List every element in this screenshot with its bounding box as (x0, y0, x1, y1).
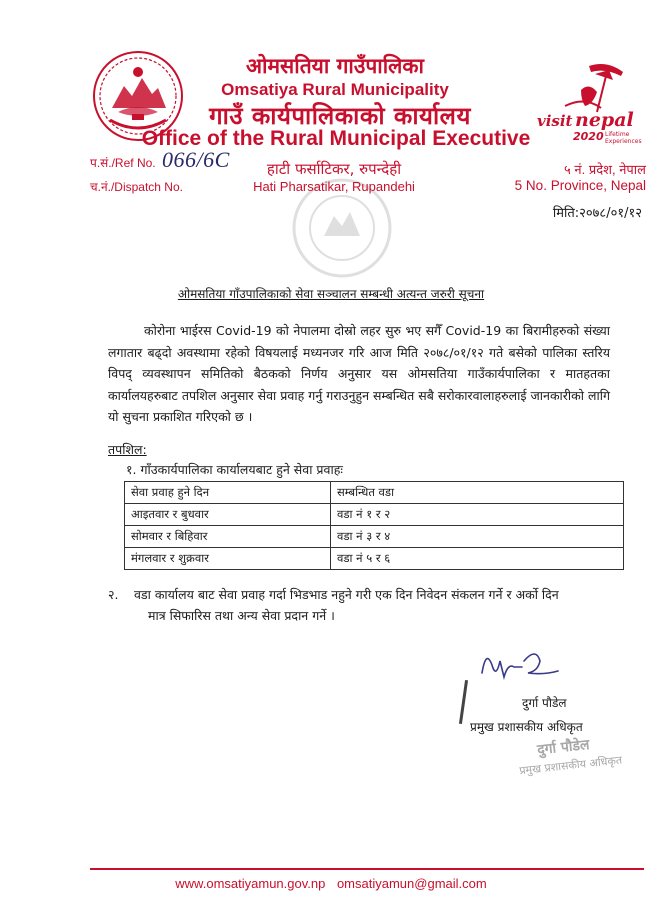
notice-subject-text: ओमसतिया गाँउपालिकाको सेवा सञ्चालन सम्बन्धी अत्यन्त जरुरी सूचना (177, 287, 485, 301)
table-row (125, 548, 624, 570)
table-row (125, 504, 624, 526)
svg-text:visit: visit (537, 112, 573, 130)
table-cell-day: मंगलवार र शुक्रवार (125, 548, 331, 570)
list-item-2-number: २. (108, 587, 119, 602)
svg-text:nepal: nepal (575, 109, 634, 131)
province-nepali: ५ नं. प्रदेश, नेपाल (564, 162, 646, 177)
list-item-1-text: गाँउकार्यपालिका कार्यालयबाट हुने सेवा प्रवाहः (140, 462, 343, 477)
details-heading: तपशिल: (108, 442, 147, 457)
table-cell-ward: वडा नं ३ र ४ (331, 526, 624, 548)
signatory-title: प्रमुख प्रशासकीय अधिकृत (470, 720, 583, 734)
notice-subject (0, 285, 662, 302)
column-header-service-day: सेवा प्रवाह हुने दिन (125, 482, 331, 504)
list-item-2-line-1 (108, 584, 618, 605)
footer-email-link[interactable]: omsatiyamun@gmail.com (336, 876, 487, 891)
table-cell-day: आइतवार र बुधवार (125, 504, 331, 526)
province-english: 5 No. Province, Nepal (514, 178, 646, 193)
notice-body-paragraph: कोरोना भाईरस Covid-19 को नेपालमा दोस्रो लहर सुरु भए सगैँ Covid-19 का बिरामीहरुको संख्या लगातार बढ्दो अवस्थामा रहेको विषयलाई मध्यनजर गरि आज मिति २०७८/०१/१२ गते बसेको पालिका स्तरिय विपद् व्यवस्थापन समितिको बैठकको निर्णय अनुसार यस ओमसतिया गाउँकार्यपालिका र मातहतका कार्यालयहरुबाट तपशिल अनुसार सेवा प्रवाह गर्नु गराउनुहुन सम्बन्धित सबै सरोकारवालाहरुलाई जानकारीको लागि यो सुचना प्रकाशित गरिएको छ । (108, 323, 610, 424)
address-english: Hati Pharsatikar, Rupandehi (253, 179, 415, 194)
table-row (125, 526, 624, 548)
municipality-name-nepali: ओमसतिया गाउँपालिका (246, 54, 424, 78)
footer-website-link[interactable]: www.omsatiyamun.gov.np (175, 876, 326, 891)
footer-contact (0, 876, 662, 891)
service-schedule-table (124, 481, 624, 570)
handwritten-signature-icon (478, 643, 568, 689)
dispatch-number-label: च.नं./Dispatch No. (90, 180, 183, 194)
list-item-1-number: १. (126, 462, 137, 477)
table-cell-day: सोमवार र बिहिवार (125, 526, 331, 548)
table-cell-ward: वडा नं १ र २ (331, 504, 624, 526)
list-item-1 (126, 461, 343, 478)
signature-stroke (459, 680, 468, 724)
stamp-name: दुर्गा पौडेल (536, 736, 591, 759)
official-name-stamp (489, 731, 632, 781)
table-header-row (125, 482, 624, 504)
office-name-nepali: गाउँ कार्यपालिकाको कार्यालय (209, 102, 471, 130)
office-name-english: Office of the Rural Municipal Executive (141, 127, 531, 150)
table-cell-ward: वडा नं ५ र ६ (331, 548, 624, 570)
signatory-name: दुर्गा पौडेल (522, 696, 567, 710)
svg-text:Experiences: Experiences (605, 138, 642, 145)
column-header-ward: सम्बन्धित वडा (331, 482, 624, 504)
footer-divider (90, 868, 644, 870)
list-item-2-text: वडा कार्यालय बाट सेवा प्रवाह गर्दा भिडभाड नहुने गरी एक दिन निवेदन संकलन गर्ने र अर्को दिन (133, 587, 559, 602)
svg-text:Lifetime: Lifetime (605, 131, 630, 138)
stamp-title: प्रमुख प्रशासकीय अधिकृत (518, 753, 623, 778)
list-item-2 (108, 584, 618, 626)
municipality-name-english: Omsatiya Rural Municipality (221, 80, 449, 99)
ref-number-handwritten: 066/6C (162, 147, 230, 172)
list-item-2-line-2: मात्र सिफारिस तथा अन्य सेवा प्रदान गर्ने । (148, 608, 335, 623)
ref-number-label: प.सं./Ref No. (90, 156, 156, 170)
address-nepali: हाटी फर्साटिकर, रुपन्देही (266, 160, 402, 178)
svg-text:2020: 2020 (573, 130, 604, 143)
document-date: मिति:२०७८/०१/१२ (552, 206, 642, 221)
